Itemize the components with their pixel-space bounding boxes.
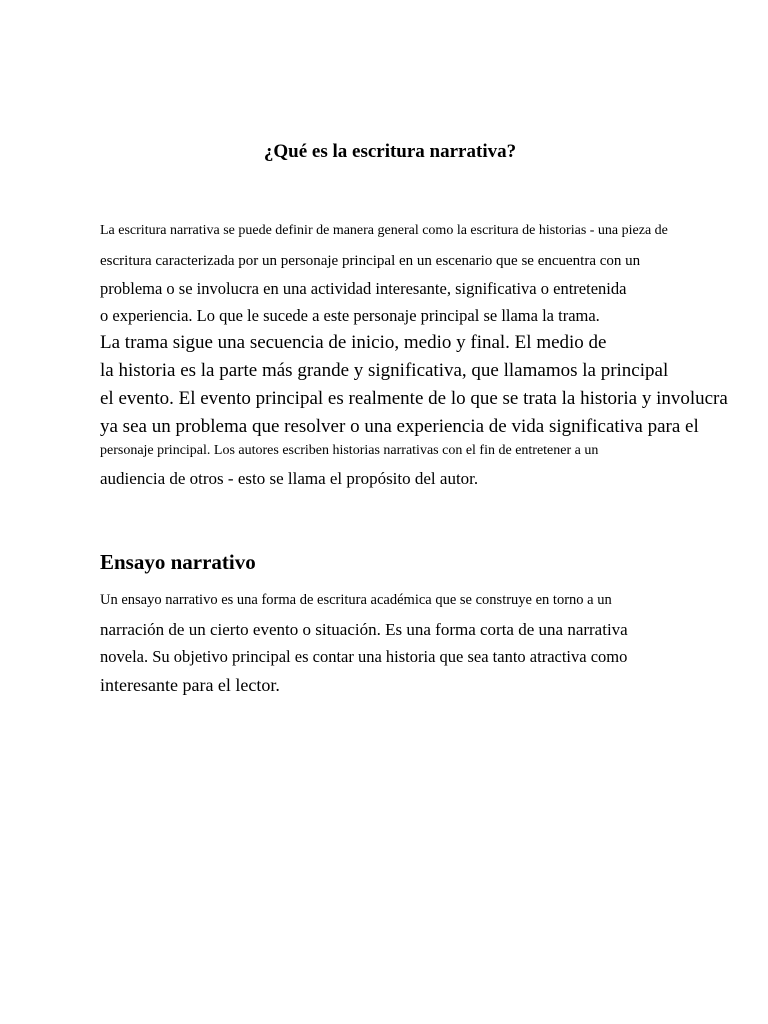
section-heading: Ensayo narrativo xyxy=(100,550,256,574)
paragraph-line: el evento. El evento principal es realmente de lo que se trata la historia y involucra xyxy=(100,388,728,409)
paragraph-line: La escritura narrativa se puede definir de manera general como la escritura de historias - una pieza de xyxy=(100,223,668,238)
paragraph-line: Un ensayo narrativo es una forma de escritura académica que se construye en torno a un xyxy=(100,592,612,608)
paragraph-line: escritura caracterizada por un personaje principal en un escenario que se encuentra con un xyxy=(100,253,641,269)
paragraph-line: personaje principal. Los autores escriben historias narrativas con el fin de entretener a un xyxy=(100,443,599,458)
paragraph-line: narración de un cierto evento o situación. Es una forma corta de una narrativa xyxy=(100,620,628,639)
paragraph-line: novela. Su objetivo principal es contar una historia que sea tanto atractiva como xyxy=(100,647,628,666)
paragraph-line: audiencia de otros - esto se llama el propósito del autor. xyxy=(100,469,479,488)
paragraph-line: o experiencia. Lo que le sucede a este personaje principal se llama la trama. xyxy=(100,306,600,325)
paragraph-line: La trama sigue una secuencia de inicio, medio y final. El medio de xyxy=(100,332,607,353)
paragraph-line: interesante para el lector. xyxy=(100,675,280,695)
page-title: ¿Qué es la escritura narrativa? xyxy=(263,141,517,162)
paragraph-line: la historia es la parte más grande y significativa, que llamamos la principal xyxy=(100,360,669,381)
paragraph-line: problema o se involucra en una actividad interesante, significativa o entretenida xyxy=(100,279,627,298)
paragraph-line: ya sea un problema que resolver o una experiencia de vida significativa para el xyxy=(100,416,699,437)
